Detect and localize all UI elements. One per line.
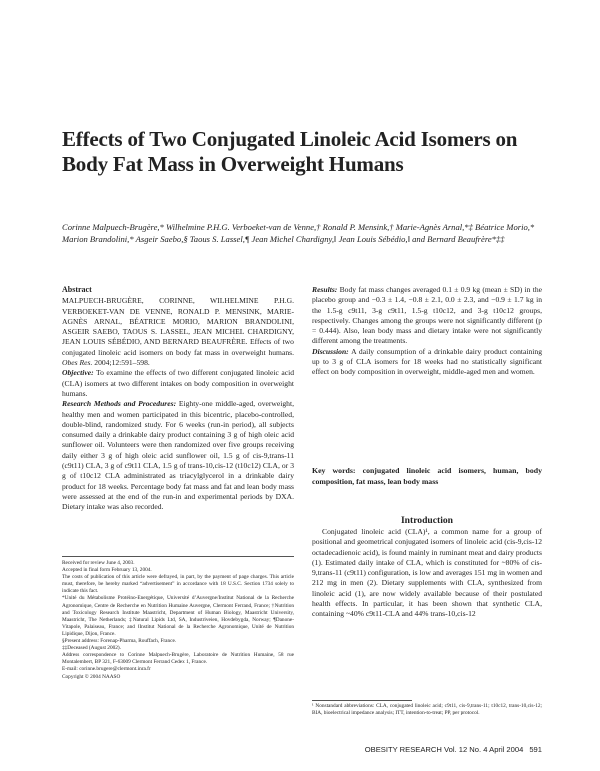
footnote-deceased: ‡‡Deceased (August 2002). [62,645,121,652]
footnotes-left [62,560,294,681]
running-footer [342,745,542,754]
abstract-column [62,285,294,513]
methods-label: Research Methods and Procedures: [62,399,177,409]
footnote-costs: The costs of publication of this article were defrayed, in part, by the payment of page charges. This article must, therefore, be hereby marked “advertisement” in accordance with 18 U.S.C. Section 1734 solely to indicate this fact. [62,574,294,595]
footnote-copyright: Copyright © 2004 NAASO [62,673,121,680]
footnote-divider-right [312,700,412,701]
methods-text: Eighty-one middle-aged, overweight, healthy men and women participated in this bicentric, placebo-controlled, double-blind, randomized study. For 6 weeks (run-in period), all subjects consumed daily a drinkable dairy product containing 3 g of high oleic acid sunflower oil. Volunteers were then randomized over five groups receiving daily either 3 g of high oleic acid sunflower oil, 1.5 g of cis-9,trans-11 (c9t11) CLA, 3 g of c9t11 CLA, 1.5 g of trans-10,cis-12 (t10c12) CLA, or 3 g of t10c12 CLA administrated as triacylglycerol in a drinkable dairy product for 18 weeks. Percentage body fat mass and fat and lean body mass were assessed at the end of the run-in and experimental periods by DXA. Dietary intake was also recorded. [62,399,294,512]
footnote-received: Received for review June 4, 2003. [62,560,135,566]
footnote-accepted: Accepted in final form February 13, 2004. [62,567,152,574]
discussion-label: Discussion: [312,346,349,356]
abstract-citation [62,296,294,368]
abstract-methods [62,399,294,512]
introduction-heading: Introduction [400,515,454,526]
footnote-address: Address correspondence to Corinne Malpuech-Brugère, Laboratoire de Nutrition Humaine, 58 rue Montalembert, BP 321, F-63009 Clermont Ferrand Cedex 1, France. [62,652,294,666]
abstract-heading: Abstract [62,285,92,294]
footnote-affiliations: *Unité du Métabolisme Protéino-Energétique, Université d’Auvergne/Institut National de la Recherche Agronomique, Centre de Recherche en Nutrition Humaine Auvergne, Clermont Ferrand, France; †Nutrition and Toxicology Research Institute Maastricht, Department of Human Biology, Maastricht University, Maastricht, The Netherlands; ‡Natural Lipids Ltd, SA, Industriveien, Hovdebygda, Norway; ¶Danone-Vitapole, Palaiseau, France; and ‖Institut National de la Recherche Agronomique, Unité de Nutrition Lipidique, Dijon, France. [62,595,294,637]
abstract-objective [62,368,294,399]
footnote-divider-left [62,556,294,557]
page-number: 591 [529,745,542,754]
footnote-present-address: §Present address: Forenap-Pharma, Rouffach, France. [62,638,177,645]
citation-ref: 2004;12:591–598. [94,358,150,368]
abstract-results [312,285,542,347]
discussion-text: A daily consumption of a drinkable dairy product containing up to 3 g of CLA isomers for 18 weeks had no statistically significant effect on body composition in overweight, middle-aged men and women. [312,346,542,377]
abstract-discussion [312,347,542,378]
objective-text: To examine the effects of two different conjugated linoleic acid (CLA) isomers at two different intakes on body composition in overweight humans. [62,368,294,398]
footnote-abbreviations: ¹ Nonstandard abbreviations: CLA, conjugated linoleic acid; c9t11, cis-9,trans-11; t10c12, trans-10,cis-12; BIA, bioelectrical impedance analysis; ITT, intention-to-treat; PP, per protocol. [312,703,542,717]
abstract-results-discussion [312,285,542,378]
keywords: Key words: conjugated linoleic acid isomers, human, body composition, fat mass, lean body mass [312,466,542,486]
results-label: Results: [312,285,338,294]
objective-label: Objective: [62,368,94,378]
running-footer-journal: OBESITY RESEARCH Vol. 12 No. 4 April 2004 [364,745,524,754]
introduction-text: Conjugated linoleic acid (CLA)¹, a common name for a group of positional and geometrical conjugated isomers of linoleic acid (cis-9,cis-12 octadecadienoic acid), is found mainly in ruminant meat and dairy products (1). Estimated daily intake of CLA, which is constituted for ~80% of cis-9,trans-11 (c9t11) configuration, is low and averages 151 mg in women and 212 mg in men (2). Dietary supplements with CLA, synthesized from linoleic acid (1), are now widely available because of their postulated health effects. In particular, it has been shown that synthetic CLA, containing ~40% c9t11-CLA and 44% trans-10,cis-12 [312,527,542,619]
results-text: Body fat mass changes averaged 0.1 ± 0.9 kg (mean ± SD) in the placebo group and −0.3 ± 1.4, −0.8 ± 2.1, 0.0 ± 2.3, and −0.9 ± 1.7 kg in the 1.5-g c9t11, 3-g c9t11, 1.5-g t10c12, and 3-g t10c12 groups, respectively. Changes among the groups were not significantly different (p = 0.444). Also, lean body mass and dietary intake were not significantly different among the treatments. [312,285,542,346]
article-title: Effects of Two Conjugated Linoleic Acid Isomers on Body Fat Mass in Overweight Humans [62,127,518,176]
citation-title: Effects of two conjugated linoleic acid isomers on body fat mass in overweight humans. [62,337,294,357]
citation-journal: Obes Res. [62,358,93,368]
citation-authors: MALPUECH-BRUGÈRE, CORINNE, WILHELMINE P.H.G. VERBOEKET-VAN DE VENNE, RONALD P. MENSINK, MARIE-AGNÈS ARNAL, BÉATRICE MORIO, MARION BRANDOLINI, ASGEIR SAEBO, TAOUS S. LASSEL, JEAN MICHEL CHARDIGNY, JEAN LOUIS SÉBÉDIO, AND BERNARD BEAUFRÈRE. [62,296,294,347]
footnote-email: E-mail: corinne.brugere@clermont.inra.fr [62,666,151,673]
author-list: Corinne Malpuech-Brugère,* Wilhelmine P.H.G. Verboeket-van de Venne,† Ronald P. Mensink,† Marie-Agnès Arnal,*‡ Béatrice Morio,* Marion Brandolini,* Asgeir Saebo,§ Taous S. Lassel,¶ Jean Michel Chardigny,‖ Jean Louis Sébédio,‖ and Bernard Beaufrère*‡‡ [62,222,535,244]
